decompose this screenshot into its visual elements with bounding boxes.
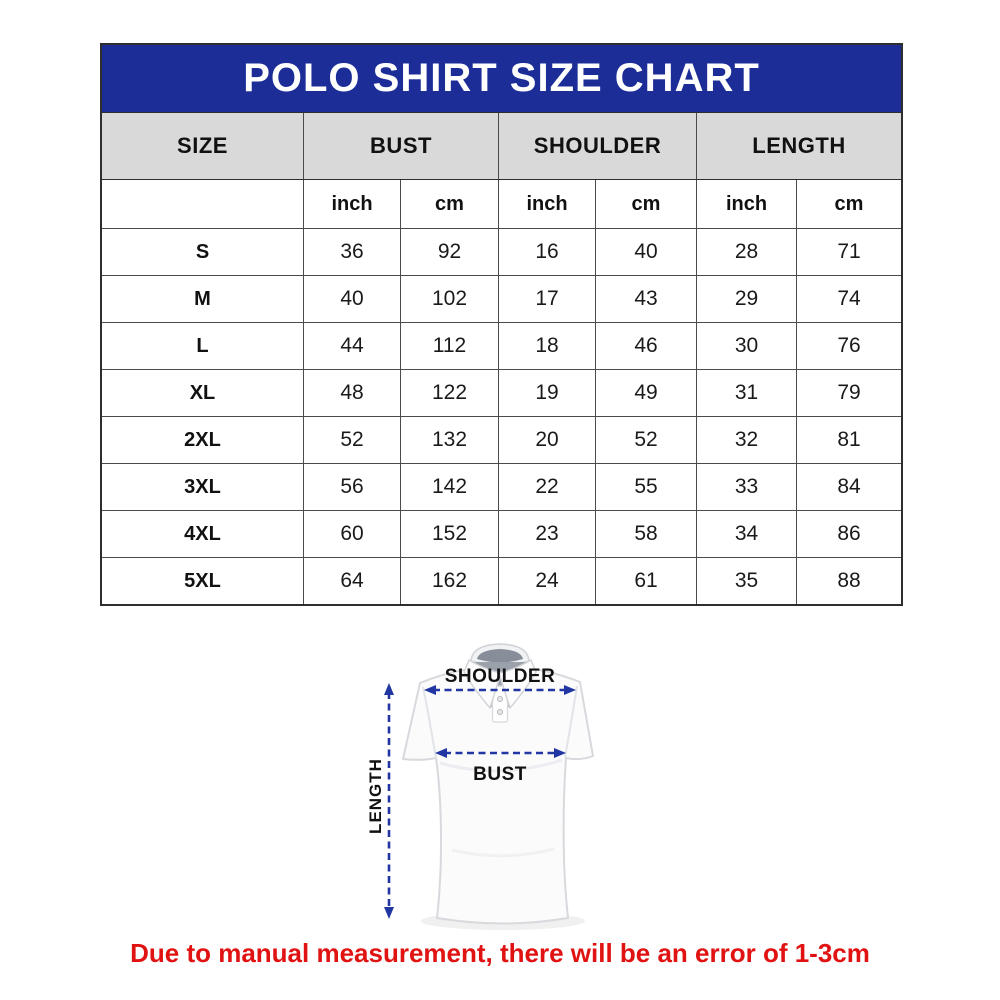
table-column-header-row [102,112,901,180]
unit-header-shoulder-cm: cm [595,180,696,228]
value-cell: 86 [796,511,901,557]
size-cell: 3XL [184,475,221,498]
value-cell: 60 [303,511,400,557]
value-cell: 44 [303,323,400,369]
size-cell: XL [189,381,216,404]
value-cell: 102 [400,276,498,322]
table-row [102,557,901,604]
polo-shirt-diagram [340,630,670,940]
value-cell: 52 [303,417,400,463]
value-cell: 40 [303,276,400,322]
value-cell: 22 [498,464,595,510]
table-row [102,322,901,369]
table-unit-header-row [102,180,901,228]
value-cell: 28 [696,229,796,275]
table-row [102,510,901,557]
value-cell: 31 [696,370,796,416]
value-cell: 36 [303,229,400,275]
value-cell: 142 [400,464,498,510]
table-row [102,369,901,416]
unit-header-length-inch: inch [696,180,796,228]
value-cell: 29 [696,276,796,322]
table-row [102,275,901,322]
value-cell: 112 [400,323,498,369]
value-cell: 56 [303,464,400,510]
size-cell: L [196,334,209,357]
value-cell: 76 [796,323,901,369]
value-cell: 84 [796,464,901,510]
value-cell: 43 [595,276,696,322]
value-cell: 16 [498,229,595,275]
size-cell: S [195,240,210,263]
table-row [102,228,901,275]
value-cell: 79 [796,370,901,416]
length-label: LENGTH [366,758,385,834]
value-cell: 30 [696,323,796,369]
value-cell: 24 [498,558,595,604]
value-cell: 48 [303,370,400,416]
size-cell: 2XL [184,428,221,451]
size-cell: M [194,287,211,310]
value-cell: 49 [595,370,696,416]
column-header-shoulder: SHOULDER [498,113,696,179]
value-cell: 162 [400,558,498,604]
value-cell: 46 [595,323,696,369]
unit-header-shoulder-inch: inch [498,180,595,228]
title-banner [102,45,901,112]
value-cell: 52 [595,417,696,463]
value-cell: 64 [303,558,400,604]
value-cell: 88 [796,558,901,604]
value-cell: 18 [498,323,595,369]
unit-header-bust-inch: inch [303,180,400,228]
column-header-bust: BUST [303,113,498,179]
value-cell: 92 [400,229,498,275]
value-cell: 81 [796,417,901,463]
unit-header-bust-cm: cm [400,180,498,228]
value-cell: 19 [498,370,595,416]
value-cell: 40 [595,229,696,275]
table-row [102,416,901,463]
value-cell: 20 [498,417,595,463]
column-header-size: SIZE [177,133,228,158]
size-cell: 4XL [184,522,221,545]
value-cell: 132 [400,417,498,463]
value-cell: 33 [696,464,796,510]
size-table-body [102,228,901,604]
value-cell: 17 [498,276,595,322]
unit-header-length-cm: cm [796,180,901,228]
unit-header-empty [102,180,303,228]
value-cell: 58 [595,511,696,557]
value-cell: 55 [595,464,696,510]
measurement-disclaimer: Due to manual measurement, there will be an error of 1-3cm [130,938,870,968]
page-title: POLO SHIRT SIZE CHART [243,56,760,100]
value-cell: 61 [595,558,696,604]
bust-label: BUST [473,764,527,785]
column-header-length: LENGTH [696,113,901,179]
shoulder-label: SHOULDER [444,666,556,687]
value-cell: 32 [696,417,796,463]
value-cell: 71 [796,229,901,275]
table-row [102,463,901,510]
value-cell: 23 [498,511,595,557]
value-cell: 34 [696,511,796,557]
value-cell: 35 [696,558,796,604]
size-chart-table [100,43,903,606]
length-arrow [384,683,394,919]
value-cell: 122 [400,370,498,416]
size-cell: 5XL [184,569,221,592]
value-cell: 152 [400,511,498,557]
value-cell: 74 [796,276,901,322]
